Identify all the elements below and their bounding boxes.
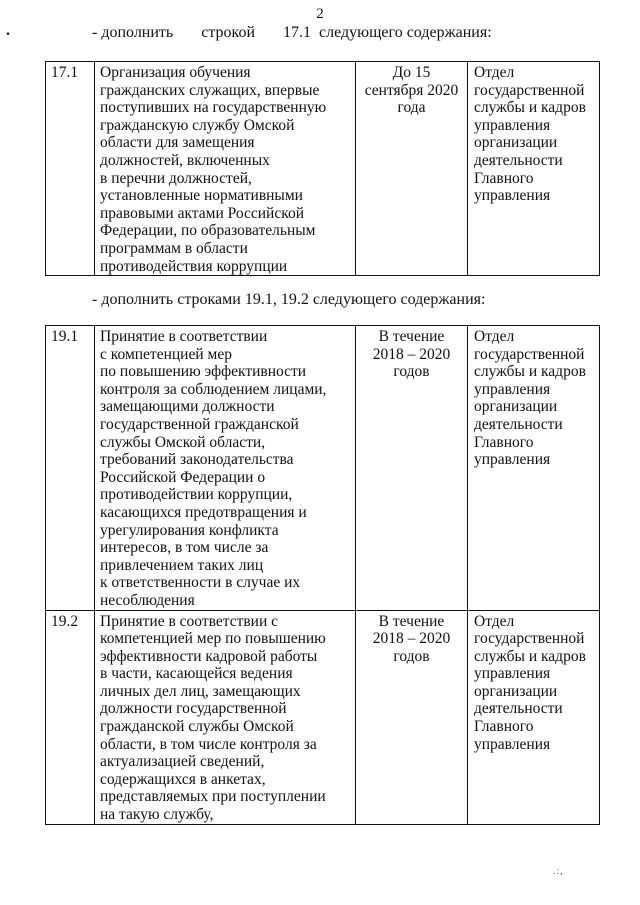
item-description: Принятие в соответствии с компетенцией мер по повышению эффективности кадровой работы в части, касающейся ведения личных дел лиц, замещающих должности государственной гражданской службы Омской области, в том числе контроля за актуализацией сведений, содержащихся в анкетах, представляемых при поступлении на такую службу, bbox=[95, 610, 356, 824]
intro-text-19: - дополнить строками 19.1, 19.2 следующего содержания: bbox=[92, 291, 486, 308]
table-items-19 bbox=[45, 325, 600, 825]
item-number: 19.2 bbox=[46, 610, 95, 824]
item-deadline: До 15 сентября 2020 года bbox=[356, 62, 468, 276]
item-number: 17.1 bbox=[46, 62, 95, 276]
table-item-17-1 bbox=[45, 61, 600, 276]
intro-text-17-1: - дополнить строкой 17.1 следующего содержания: bbox=[92, 24, 492, 41]
item-deadline: В течение 2018 – 2020 годов bbox=[356, 610, 468, 824]
table-row bbox=[46, 62, 600, 276]
item-description: Принятие в соответствии с компетенцией мер по повышению эффективности контроля за соблюдением лицами, замещающими должности государственной гражданской службы Омской области, требований законодательства Российской Федерации о противодействии коррупции, касающихся предотвращения и урегулирования конфликта интересов, в том числе за привлечением таких лиц к ответственности в случае их несоблюдения bbox=[95, 326, 356, 611]
item-responsible: Отдел государственной службы и кадров управления организации деятельности Главного управления bbox=[468, 62, 600, 276]
table-row bbox=[46, 610, 600, 824]
item-responsible: Отдел государственной службы и кадров управления организации деятельности Главного управления bbox=[468, 610, 600, 824]
item-responsible: Отдел государственной службы и кадров управления организации деятельности Главного управления bbox=[468, 326, 600, 611]
stray-mark: . bbox=[6, 22, 10, 39]
table-row bbox=[46, 326, 600, 611]
item-description: Организация обучения гражданских служащих, впервые поступивших на государственную гражданскую службу Омской области для замещения должностей, включенных в перечни должностей, установленные нормативными правовыми актами Российской Федерации, по образовательным программам в области противодействия коррупции bbox=[95, 62, 356, 276]
item-number: 19.1 bbox=[46, 326, 95, 611]
corner-mark: .:, bbox=[553, 866, 564, 877]
page-number: 2 bbox=[316, 6, 324, 22]
item-deadline: В течение 2018 – 2020 годов bbox=[356, 326, 468, 611]
